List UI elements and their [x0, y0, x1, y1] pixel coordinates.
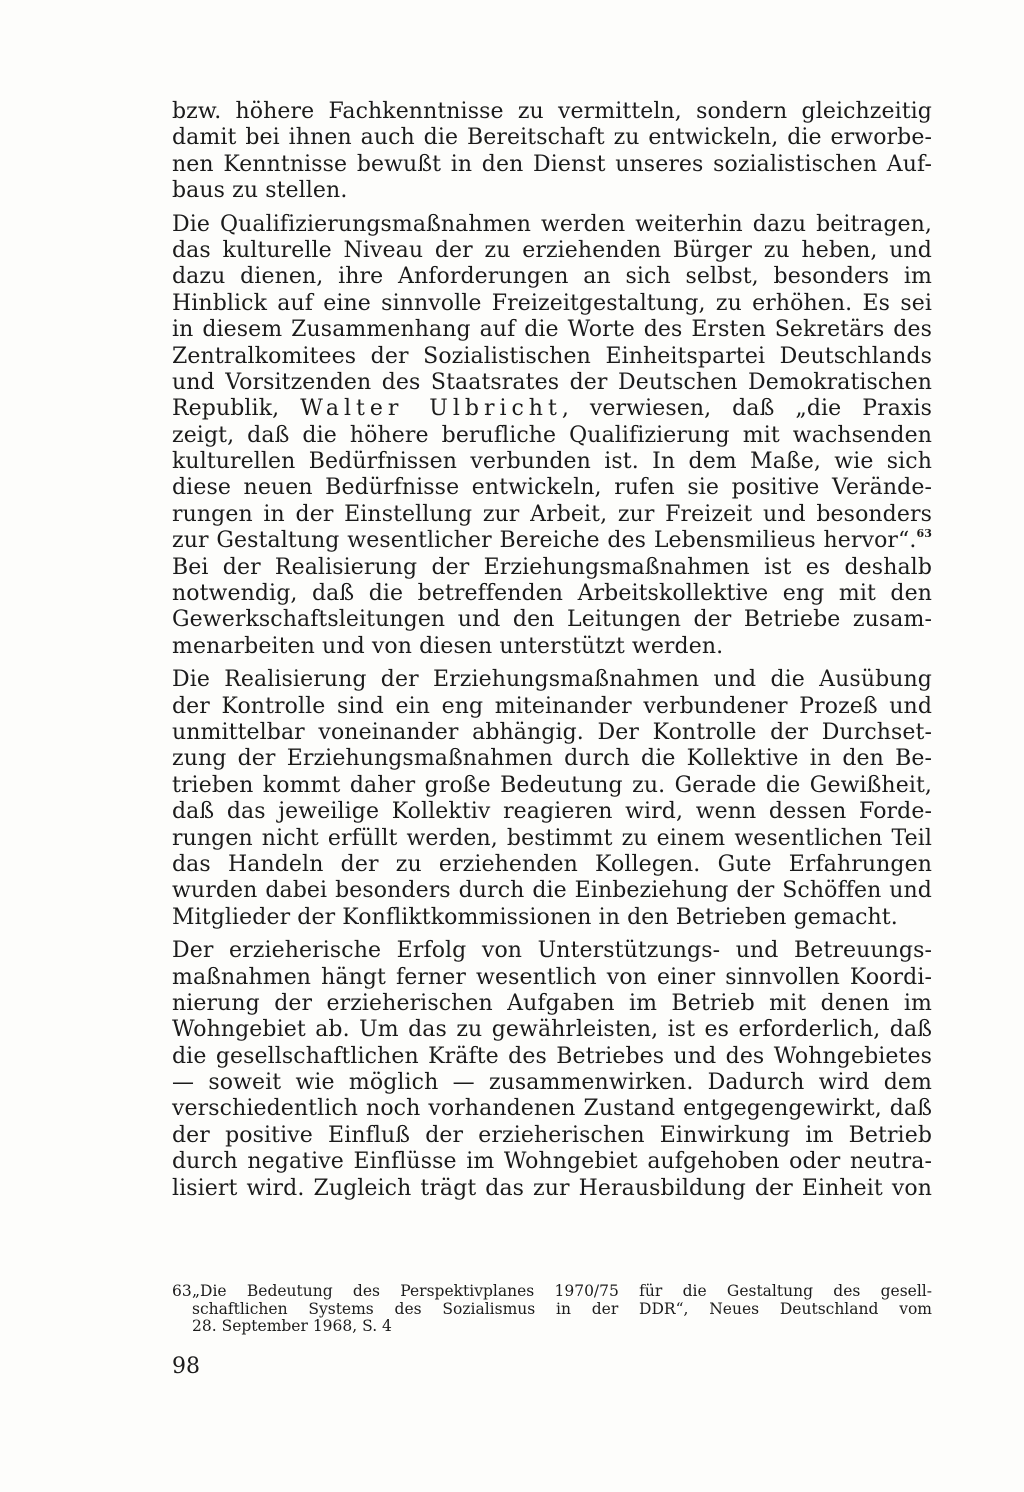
text-line: in diesem Zusammenhang auf die Worte des Ersten Sekretärs des [172, 317, 932, 343]
author-name: Walter Ulbricht [300, 396, 562, 422]
text-line: verschiedentlich noch vorhandenen Zustand entgegengewirkt, daß [172, 1096, 932, 1122]
text-line: daß das jeweilige Kollektiv reagieren wird, wenn dessen Forde- [172, 799, 932, 825]
text-line: das kulturelle Niveau der zu erziehenden Bürger zu heben, und [172, 237, 932, 263]
text-line: das Handeln der zu erziehenden Kollegen. Gute Erfahrungen [172, 851, 932, 877]
text-line-quote-end [172, 528, 932, 554]
text-line: zeigt, daß die höhere berufliche Qualifizierung mit wachsenden [172, 422, 932, 448]
text-line: rungen in der Einstellung zur Arbeit, zur Freizeit und besonders [172, 501, 932, 527]
text-line: menarbeiten und von diesen unterstützt werden. [172, 633, 724, 659]
text-line: Die Realisierung der Erziehungsmaßnahmen und die Ausübung [172, 667, 932, 693]
footnote-line [172, 1283, 932, 1301]
text-line: damit bei ihnen auch die Bereitschaft zu entwickeln, die erworbe- [172, 125, 932, 151]
paragraph-1 [172, 99, 932, 205]
page-number: 98 [172, 1354, 200, 1379]
text-line: und Vorsitzenden des Staatsrates der Deutschen Demokratischen [172, 369, 932, 395]
text-line: Hinblick auf eine sinnvolle Freizeitgestaltung, zu erhöhen. Es sei [172, 290, 932, 316]
text-line: Der erzieherische Erfolg von Unterstützungs- und Betreuungs- [172, 938, 932, 964]
text-line: wurden dabei besonders durch die Einbeziehung der Schöffen und [172, 878, 932, 904]
footnote-number: 63 [172, 1282, 192, 1300]
text-line: durch negative Einflüsse im Wohngebiet aufgehoben oder neutra- [172, 1149, 932, 1175]
paragraph-2 [172, 212, 932, 661]
body-text [172, 99, 932, 1209]
footnote [172, 1283, 932, 1336]
text-line: zung der Erziehungsmaßnahmen durch die Kollektive in den Be- [172, 746, 932, 772]
text-line: der positive Einfluß der erzieherischen Einwirkung im Betrieb [172, 1122, 932, 1148]
text-fragment: , verwiesen, daß „die Praxis [561, 396, 932, 422]
text-line: die gesellschaftlichen Kräfte des Betriebes und des Wohngebietes [172, 1043, 932, 1069]
text-line: Gewerkschaftsleitungen und den Leitungen der Betriebe zusam- [172, 607, 932, 633]
text-line: Mitglieder der Konfliktkommissionen in den Betrieben gemacht. [172, 904, 898, 930]
text-line: maßnahmen hängt ferner wesentlich von einer sinnvollen Koordi- [172, 964, 932, 990]
footnote-marker: 63 [916, 527, 932, 541]
text-line: — soweit wie möglich — zusammenwirken. Dadurch wird dem [172, 1070, 932, 1096]
text-line: dazu dienen, ihre Anforderungen an sich selbst, besonders im [172, 264, 932, 290]
footnote-text: „Die Bedeutung des Perspektivplanes 1970/75 für die Gestaltung des gesell- [192, 1282, 932, 1300]
text-line: der Kontrolle sind ein eng miteinander verbundener Prozeß und [172, 693, 932, 719]
text-line: Bei der Realisierung der Erziehungsmaßnahmen ist es deshalb [172, 554, 932, 580]
text-line: kulturellen Bedürfnissen verbunden ist. In dem Maße, wie sich [172, 449, 932, 475]
text-line: Zentralkomitees der Sozialistischen Einheitspartei Deutschlands [172, 343, 932, 369]
footnote-line: schaftlichen Systems des Sozialismus in der DDR“, Neues Deutschland vom [192, 1299, 932, 1318]
text-line: rungen nicht erfüllt werden, bestimmt zu einem wesentlichen Teil [172, 825, 932, 851]
text-line: baus zu stellen. [172, 178, 348, 204]
text-line: nen Kenntnisse bewußt in den Dienst unseres sozialistischen Auf- [172, 151, 932, 177]
text-line: unmittelbar voneinander abhängig. Der Kontrolle der Durchset- [172, 719, 932, 745]
text-line-republik [172, 396, 932, 422]
text-line: Die Qualifizierungsmaßnahmen werden weiterhin dazu beitragen, [172, 211, 932, 237]
text-line: Wohngebiet ab. Um das zu gewährleisten, ist es erforderlich, daß [172, 1017, 932, 1043]
text-line: notwendig, daß die betreffenden Arbeitskollektive eng mit den [172, 581, 932, 607]
text-line: trieben kommt daher große Bedeutung zu. Gerade die Gewißheit, [172, 772, 932, 798]
text-line: lisiert wird. Zugleich trägt das zur Herausbildung der Einheit von [172, 1175, 932, 1201]
footnote-line: 28. September 1968, S. 4 [192, 1317, 392, 1335]
paragraph-3 [172, 667, 932, 931]
text-fragment: zur Gestaltung wesentlicher Bereiche des Lebensmilieus hervor“. [172, 528, 917, 554]
text-line: diese neuen Bedürfnisse entwickeln, rufen sie positive Verände- [172, 475, 932, 501]
text-line: nierung der erzieherischen Aufgaben im Betrieb mit denen im [172, 990, 932, 1016]
paragraph-4 [172, 938, 932, 1202]
text-line: bzw. höhere Fachkenntnisse zu vermitteln, sondern gleichzeitig [172, 99, 932, 124]
text-fragment: Republik, [172, 396, 280, 422]
